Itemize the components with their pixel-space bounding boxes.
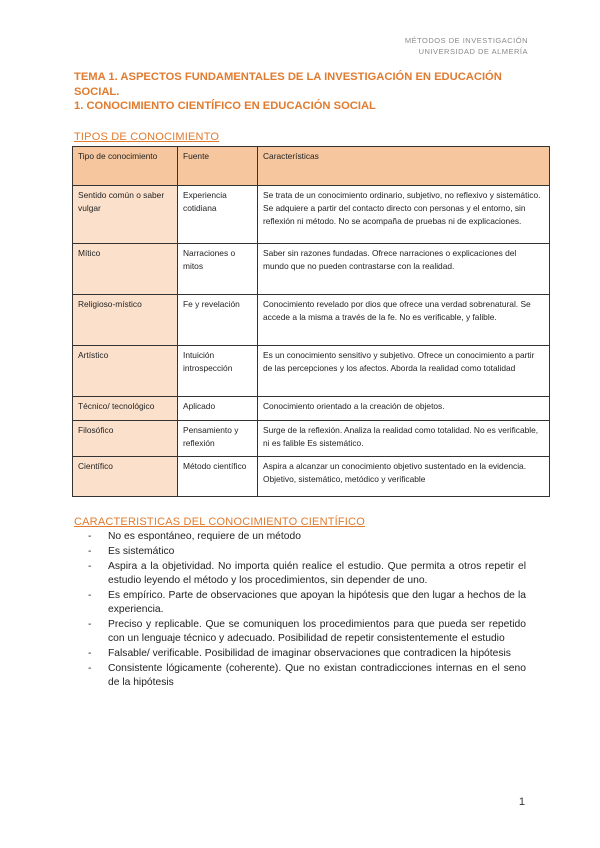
- header-course: MÉTODOS DE INVESTIGACIÓN: [404, 36, 528, 45]
- header-cell-source: Fuente: [178, 147, 258, 186]
- title-line-1: TEMA 1. ASPECTOS FUNDAMENTALES DE LA INVESTIGACIÓN EN EDUCACIÓN: [74, 71, 502, 83]
- type-cell: Técnico/ tecnológico: [73, 397, 178, 421]
- type-cell: Religioso-místico: [73, 295, 178, 346]
- header-university: UNIVERSIDAD DE ALMERÍA: [418, 47, 528, 56]
- type-cell: Mítico: [73, 244, 178, 295]
- type-cell: Sentido común o saber vulgar: [73, 186, 178, 244]
- table-header-row: [73, 147, 550, 186]
- document-header: [405, 35, 528, 57]
- list-item: - No es espontáneo, requiere de un método: [86, 530, 526, 544]
- table-row: [73, 397, 550, 421]
- characteristics-section-label: CARACTERISTICAS DEL CONOCIMIENTO CIENTÍFICO: [74, 516, 365, 528]
- title-line-3: 1. CONOCIMIENTO CIENTÍFICO EN EDUCACIÓN SOCIAL: [74, 100, 376, 112]
- source-cell: Método científico: [178, 457, 258, 497]
- table-row: [73, 295, 550, 346]
- source-cell: Narraciones o mitos: [178, 244, 258, 295]
- page-title: [74, 70, 526, 114]
- characteristics-list: [86, 530, 526, 691]
- characteristics-cell: Se trata de un conocimiento ordinario, subjetivo, no reflexivo y sistemático. Se adquiere a partir del contacto directo con personas y el entorno, sin reflexión ni método. No se acompaña de pruebas ni de explicaciones.: [258, 186, 550, 244]
- header-cell-characteristics: Características: [258, 147, 550, 186]
- source-cell: Intuición introspección: [178, 346, 258, 397]
- characteristics-cell: Conocimiento orientado a la creación de objetos.: [258, 397, 550, 421]
- source-cell: Pensamiento y reflexión: [178, 421, 258, 457]
- types-section-label: TIPOS DE CONOCIMIENTO: [74, 131, 220, 143]
- table-row: [73, 457, 550, 497]
- characteristics-cell: Saber sin razones fundadas. Ofrece narraciones o explicaciones del mundo que no pueden contrastarse con la realidad.: [258, 244, 550, 295]
- list-item: - Aspira a la objetividad. No importa quién realice el estudio. Que permita a otros repetir el estudio leyendo el método y los procedimientos, sin depender de uno.: [86, 560, 526, 588]
- header-cell-type: Tipo de conocimiento: [73, 147, 178, 186]
- table-row: [73, 186, 550, 244]
- characteristics-cell: Surge de la reflexión. Analiza la realidad como totalidad. No es verificable, ni es falible Es sistemático.: [258, 421, 550, 457]
- list-item: - Falsable/ verificable. Posibilidad de imaginar observaciones que contradicen la hipótesis: [86, 647, 526, 661]
- source-cell: Aplicado: [178, 397, 258, 421]
- page-number: 1: [518, 796, 525, 808]
- type-cell: Científico: [73, 457, 178, 497]
- characteristics-cell: Conocimiento revelado por dios que ofrece una verdad sobrenatural. Se accede a la misma a través de la fe. No es verificable, y falible.: [258, 295, 550, 346]
- type-cell: Filosófico: [73, 421, 178, 457]
- source-cell: Fe y revelación: [178, 295, 258, 346]
- list-item: - Consistente lógicamente (coherente). Que no existan contradicciones internas en el seno de la hipótesis: [86, 662, 526, 690]
- list-item: - Es sistemático: [86, 545, 526, 559]
- characteristics-cell: Es un conocimiento sensitivo y subjetivo. Ofrece un conocimiento a partir de las percepciones y los afectos. Aborda la realidad como totalidad: [258, 346, 550, 397]
- table-row: [73, 346, 550, 397]
- type-cell: Artístico: [73, 346, 178, 397]
- table-row: [73, 244, 550, 295]
- characteristics-cell: Aspira a alcanzar un conocimiento objetivo sustentado en la evidencia. Objetivo, sistemático, metódico y verificable: [258, 457, 550, 497]
- knowledge-types-table: [72, 146, 550, 497]
- title-line-2: SOCIAL.: [74, 85, 120, 98]
- list-item: - Preciso y replicable. Que se comuniquen los procedimientos para que pueda ser repetido con un lenguaje técnico y adecuado. Posibilidad de repetir consistentemente el estudio: [86, 618, 526, 646]
- table-row: [73, 421, 550, 457]
- source-cell: Experiencia cotidiana: [178, 186, 258, 244]
- list-item: - Es empírico. Parte de observaciones que apoyan la hipótesis que den lugar a hechos de la experiencia.: [86, 589, 526, 617]
